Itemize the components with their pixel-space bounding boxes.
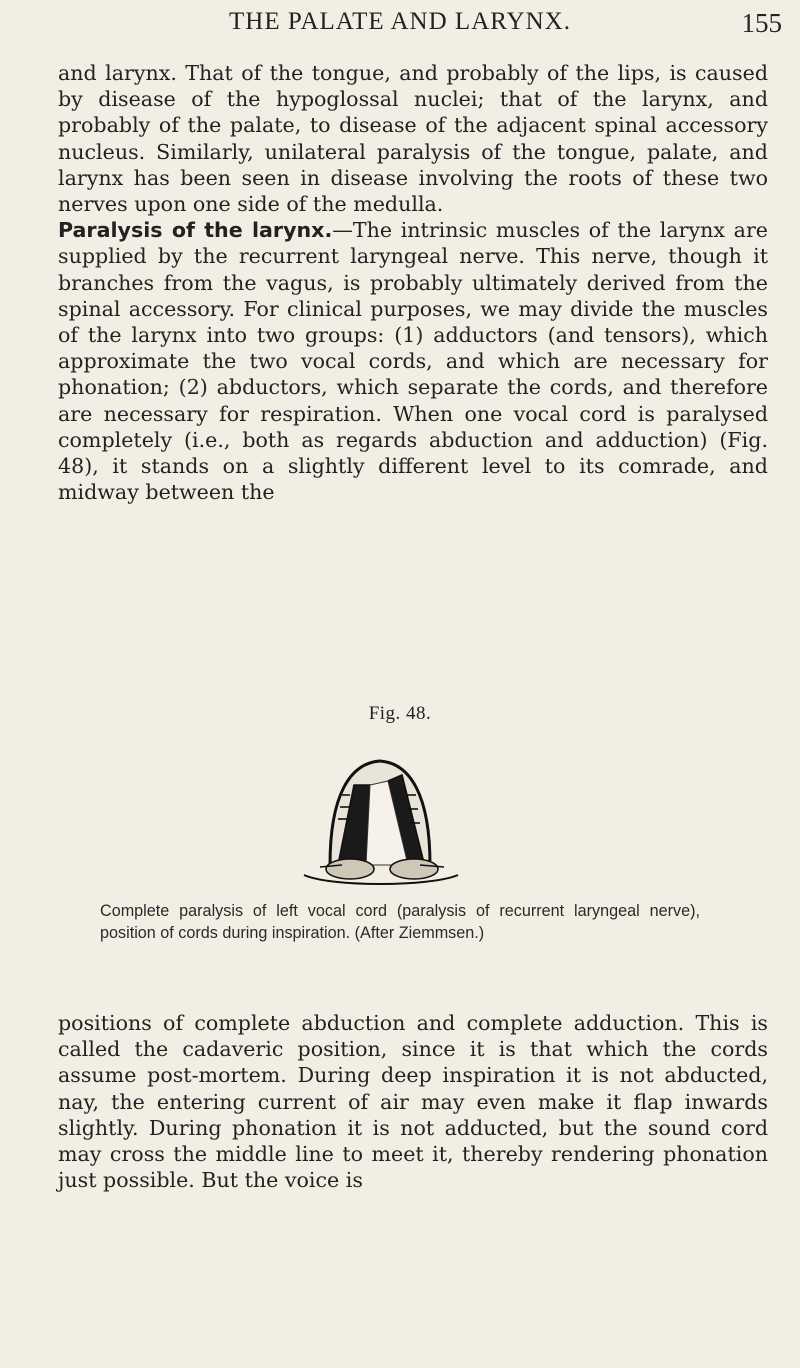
body-text-bottom <box>58 1010 768 1193</box>
running-head <box>0 6 800 40</box>
vocal-cord-illustration <box>290 755 470 890</box>
running-title: THE PALATE AND LARYNX. <box>229 8 571 35</box>
figure-label: Fig. 48. <box>368 703 432 724</box>
body-text-top <box>58 60 768 505</box>
figure-caption: Complete paralysis of left vocal cord (paralysis of recurrent laryngeal nerve), position of cords during inspiration. (After Ziemmsen.) <box>100 902 700 942</box>
page-number: 155 <box>741 8 782 38</box>
section-heading: Paralysis of the larynx. <box>58 218 333 243</box>
paragraph-tongue-palate: and larynx. That of the tongue, and probably of the lips, is caused by disease of the hypoglossal nuclei; that of the larynx, and probably of the palate, to disease of the adjacent spinal accessory nucleus. Similarly, unilateral paralysis of the tongue, palate, and larynx has been seen in disease involving the roots of these two nerves upon one side of the medulla. <box>58 61 768 217</box>
paragraph-larynx-text: —The intrinsic muscles of the larynx are supplied by the recurrent laryngeal nerve. This nerve, though it branches from the vagus, is probably ultimately derived from the spinal accessory. For clinical purposes, we may divide the muscles of the larynx into two groups: (1) adductors (and tensors), which approximate the two vocal cords, and which are necessary for phonation; (2) abductors, which separate the cords, and therefore are necessary for respiration. When one vocal cord is paralysed completely (i.e., both as regards abduction and adduction) (Fig. 48), it stands on a slightly different level to its comrade, and midway between the <box>58 218 768 505</box>
paragraph-larynx <box>58 217 768 505</box>
paragraph-cadaveric: positions of complete abduction and complete adduction. This is called the cadaveric position, since it is that which the cords assume post-mortem. During deep inspiration it is not abducted, nay, the entering current of air may even make it flap inwards slightly. During phonation it is not adducted, but the sound cord may cross the middle line to meet it, thereby rendering phonation just possible. But the voice is <box>58 1011 768 1193</box>
